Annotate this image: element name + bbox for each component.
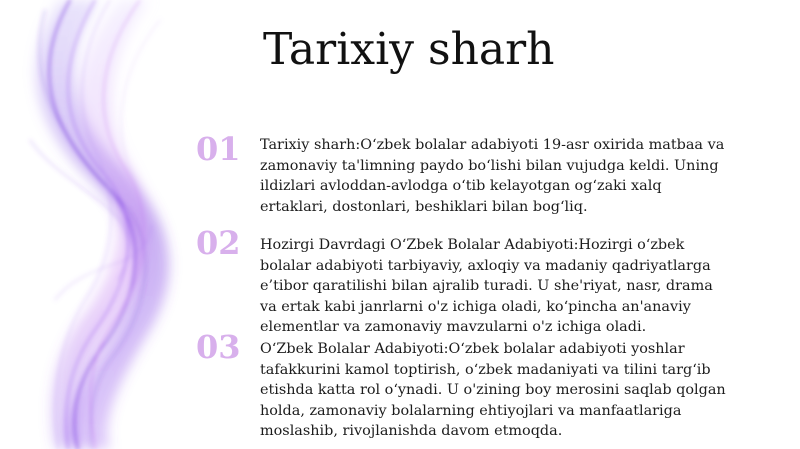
item-text: Tarixiy sharh:O‘zbek bolalar adabiyoti 19-asr oxirida matbaa va zamonaviy ta'limning paydo bo‘lishi bilan vujudga keldi. Uning ildizlari avloddan-avlodga o‘tib kelayotgan og‘zaki xalq ertaklari, dostonlari, beshiklari bilan bog‘liq. <box>260 137 725 215</box>
item-text: O‘Zbek Bolalar Adabiyoti:O‘zbek bolalar adabiyoti yoshlar tafakkurini kamol toptirish, o‘zbek madaniyati va tilini targ‘ib etishda katta rol o‘ynadi. U o'zining boy merosini saqlab qolgan holda, zamonaviy bolalarning ehtiyojlari va manfaatlariga moslashib, rivojlanishda davom etmoqda. <box>260 341 726 439</box>
item-number: 01 <box>196 130 241 168</box>
item-number: 02 <box>196 224 241 262</box>
purple-smoke-decoration <box>0 0 200 449</box>
item-number: 03 <box>196 328 241 366</box>
slide-title: Tarixiy sharh <box>263 24 555 75</box>
item-text: Hozirgi Davrdagi O‘Zbek Bolalar Adabiyoti:Hozirgi o‘zbek bolalar adabiyoti tarbiyaviy, axloqiy va madaniy qadriyatlarga e’tibor qaratilishi bilan ajralib turadi. U she'riyat, nasr, drama va ertak kabi janrlarni o'z ichiga oladi, ko‘pincha an'anaviy elementlar va zamonaviy mavzularni o'z ichiga oladi. <box>260 237 713 335</box>
